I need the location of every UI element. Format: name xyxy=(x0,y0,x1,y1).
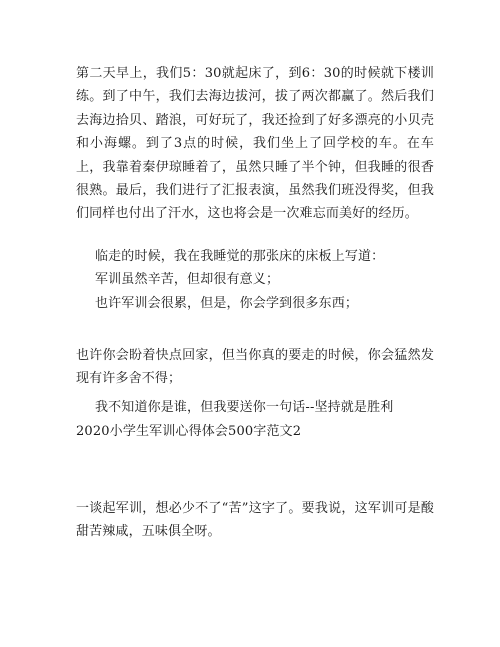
paragraph-bed-note-1: 军训虽然辛苦，但却很有意义； xyxy=(95,272,280,287)
paragraph-intro: 一谈起军训，想必少不了“苦”这字了。要我说，这军训可是酸甜苦辣咸，五味俱全呀。 xyxy=(76,501,434,540)
paragraph-second-day: 第二天早上，我们5：30就起床了，到6：30的时候就下楼训练。到了中午，我们去海边拔河，拔了两次都赢了。然后我们去海边拾贝、踏浪，可好玩了，我还捡到了好多漂亮的小贝壳和小海螺。到了3点的时候，我们坐上了回学校的车。在车上，我靠着秦伊琼睡着了，虽然只睡了半个钟，但我睡的很香很熟。最后，我们进行了汇报表演，虽然我们班没得奖，但我们同样也付出了汗水，这也将会是一次难忘而美好的经历。 xyxy=(76,66,434,222)
paragraph-leaving: 临走的时候，我在我睡觉的那张床的床板上写道： xyxy=(95,249,385,264)
paragraph-bed-note-2: 也许军训会很累，但是，你会学到很多东西； xyxy=(95,296,359,311)
paragraph-bed-note-3: 也许你会盼着快点回家，但当你真的要走的时候，你会猛然发现有许多舍不得； xyxy=(76,348,434,387)
section-title: 2020小学生军训心得体会500字范文2 xyxy=(76,424,302,439)
paragraph-bed-note-4: 我不知道你是谁，但我要送你一句话--坚持就是胜利 xyxy=(95,400,394,415)
